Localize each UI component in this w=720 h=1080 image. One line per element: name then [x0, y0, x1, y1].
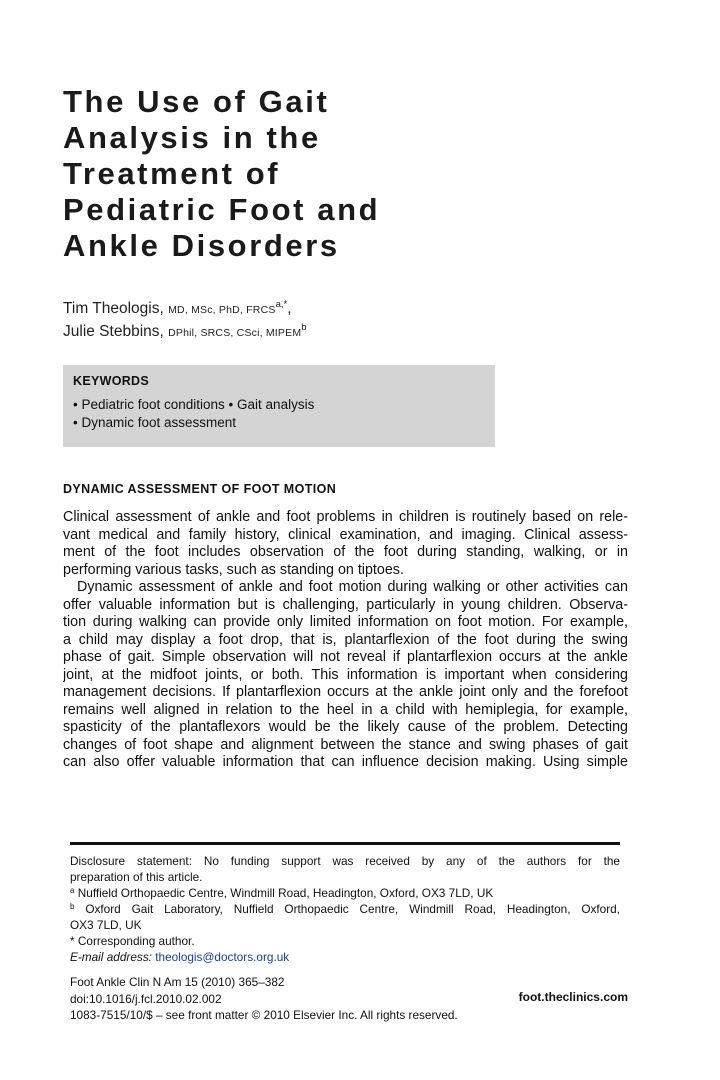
author-separator: ,: [287, 300, 292, 317]
affiliation-marks[interactable]: a,*: [275, 299, 288, 310]
article-title: [63, 84, 623, 264]
affiliation-b: [70, 901, 620, 917]
footnote-divider: [70, 842, 620, 845]
journal-website-link[interactable]: foot.theclinics.com: [518, 990, 628, 1004]
author-credentials: MD, MSc, PhD, FRCS: [168, 304, 276, 316]
keywords-heading: KEYWORDS: [73, 374, 150, 388]
body-line: tion during walking can provide only limited information on foot motion. For example,: [63, 614, 628, 630]
keywords-line: • Pediatric foot conditions • Gait analysis: [73, 397, 315, 412]
keywords-box: [63, 365, 495, 447]
body-line: ment of the foot includes observation of the foot during standing, walking, or in: [63, 544, 628, 560]
corresponding-author: * Corresponding author.: [70, 934, 195, 948]
body-line: vant medical and family history, clinical examination, and imaging. Clinical assess-: [63, 526, 628, 543]
title-line: Pediatric Foot and: [63, 192, 381, 227]
body-line: changes of foot shape and alignment between the stance and swing phases of gait: [63, 736, 628, 753]
author-credentials: DPhil, SRCS, CSci, MIPEM: [168, 327, 302, 339]
author: [63, 298, 623, 321]
author-list: [63, 298, 623, 344]
title-line: The Use of Gait: [63, 84, 330, 119]
title-line: Analysis in the: [63, 120, 321, 155]
title-line: Ankle Disorders: [63, 228, 340, 263]
affiliation-text: Oxford Gait Laboratory, Nuffield Orthopaedic Centre, Windmill Road, Headington, Oxford,: [85, 902, 620, 916]
affiliation-b-cont: OX3 7LD, UK: [70, 918, 142, 932]
disclosure-statement-cont: preparation of this article.: [70, 870, 203, 884]
email-line: [70, 949, 620, 965]
body-line: spasticity of the plantaflexors would be the likely cause of the problem. Detecting: [63, 719, 628, 735]
author-name: Julie Stebbins,: [63, 323, 164, 340]
title-line: Treatment of: [63, 156, 281, 191]
body-line: Clinical assessment of ankle and foot problems in children is routinely based on rele-: [63, 509, 628, 525]
citation: Foot Ankle Clin N Am 15 (2010) 365–382: [70, 975, 285, 989]
disclosure-statement: Disclosure statement: No funding support was received by any of the authors for the: [70, 854, 620, 868]
affiliation-mark: b: [70, 902, 75, 911]
body-line: performing various tasks, such as standing on tiptoes.: [63, 561, 404, 578]
body-text: [63, 509, 628, 772]
body-line: Dynamic assessment of ankle and foot motion during walking or other activities can: [77, 579, 628, 595]
email-label: E-mail address:: [70, 950, 152, 964]
body-line: can also offer valuable information that can influence decision making. Using simple: [63, 754, 628, 770]
affiliation-a: [70, 885, 620, 901]
footnotes: [70, 853, 620, 965]
email-link[interactable]: theologis@doctors.org.uk: [155, 950, 290, 964]
affiliation-text: Nuffield Orthopaedic Centre, Windmill Road, Headington, Oxford, OX3 7LD, UK: [77, 886, 494, 900]
body-line: offer valuable information but is challenging, particularly in young children. Observa-: [63, 596, 628, 613]
affiliation-mark: a: [70, 886, 75, 895]
body-line: remains well aligned in relation to the heel in a child with hemiplegia, for example,: [63, 701, 628, 718]
body-line: management decisions. If plantarflexion occurs at the ankle joint only and the forefoot: [63, 684, 628, 700]
affiliation-marks[interactable]: b: [301, 322, 307, 333]
copyright: 1083-7515/10/$ – see front matter © 2010 Elsevier Inc. All rights reserved.: [70, 1008, 458, 1022]
doi-link[interactable]: doi:10.1016/j.fcl.2010.02.002: [70, 991, 222, 1006]
author-name: Tim Theologis,: [63, 300, 164, 317]
section-heading: DYNAMIC ASSESSMENT OF FOOT MOTION: [63, 482, 337, 496]
body-line: phase of gait. Simple observation will not reveal if plantarflexion occurs at the ankle: [63, 649, 628, 665]
body-line: joint, at the midfoot joints, or both. This information is important when considering: [63, 666, 628, 683]
keywords-line: • Dynamic foot assessment: [73, 415, 237, 430]
author: [63, 321, 623, 344]
body-line: a child may display a foot drop, that is, plantarflexion of the foot during the swing: [63, 631, 628, 648]
